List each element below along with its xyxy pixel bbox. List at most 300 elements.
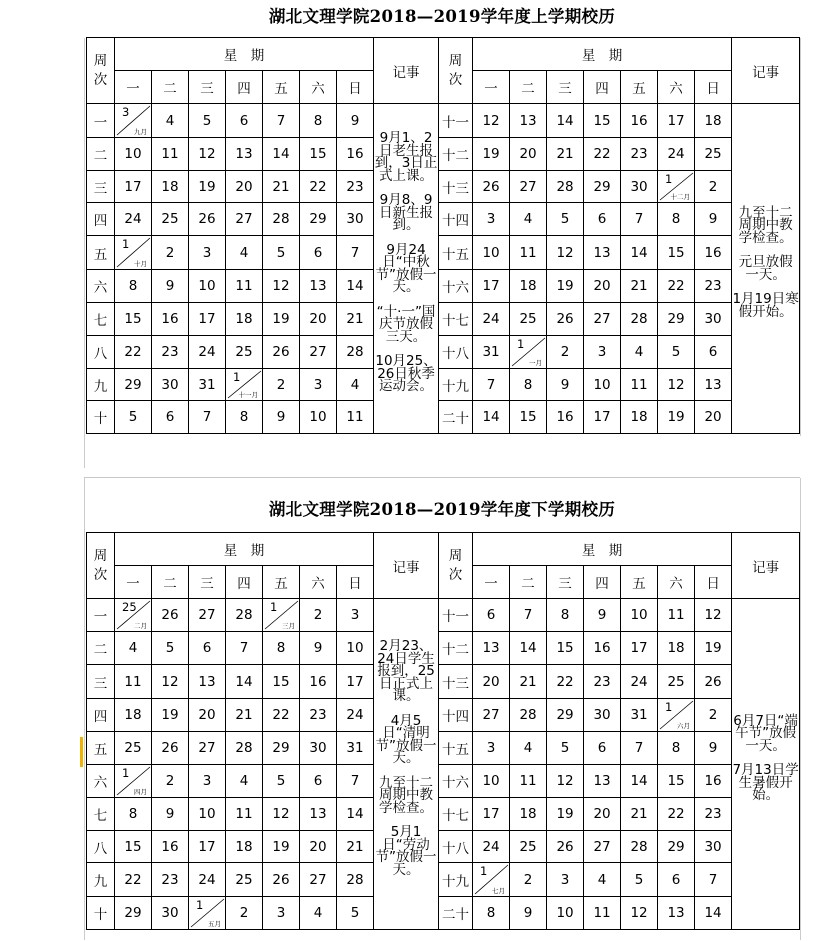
date-cell: 2 xyxy=(152,236,189,270)
date-cell: 13 xyxy=(473,632,510,665)
date-cell: 11 xyxy=(658,599,695,632)
date-cell: 11 xyxy=(226,270,263,303)
week-number: 十六 xyxy=(439,270,473,303)
note-item: 4月5日“清明节”放假一天。 xyxy=(375,712,437,766)
month-start-cell xyxy=(226,369,263,401)
date-cell: 3 xyxy=(337,599,374,632)
date-cell: 27 xyxy=(226,203,263,236)
day-header: 日 xyxy=(337,71,374,104)
date-cell: 20 xyxy=(473,665,510,699)
note-item: 7月13日学生暑假开始。 xyxy=(732,762,799,803)
month-name: 十月 xyxy=(134,260,147,268)
date-cell: 27 xyxy=(189,599,226,632)
date-cell: 5 xyxy=(658,336,695,369)
day-header: 四 xyxy=(226,71,263,104)
week-header: 周 次 xyxy=(439,38,473,104)
day-header: 五 xyxy=(263,71,300,104)
date-cell: 6 xyxy=(658,863,695,897)
week-number: 十四 xyxy=(439,203,473,236)
week-number: 十七 xyxy=(439,798,473,831)
month-start-cell xyxy=(115,104,152,138)
date-cell: 17 xyxy=(584,401,621,434)
note-item: 5月1日“劳动节”放假一天。 xyxy=(375,824,437,878)
date-cell: 15 xyxy=(115,831,152,863)
day-header: 日 xyxy=(337,566,374,599)
date-cell: 26 xyxy=(189,203,226,236)
week-row xyxy=(87,863,800,897)
date-cell: 20 xyxy=(300,831,337,863)
month-start-day: 1 xyxy=(233,370,241,384)
date-cell: 15 xyxy=(300,138,337,171)
month-start-day: 1 xyxy=(270,600,278,614)
date-cell: 31 xyxy=(473,336,510,369)
month-start-day: 25 xyxy=(122,600,137,614)
date-cell: 21 xyxy=(337,303,374,336)
date-cell: 21 xyxy=(510,665,547,699)
date-cell: 3 xyxy=(189,236,226,270)
day-header: 一 xyxy=(473,566,510,599)
date-cell: 7 xyxy=(621,732,658,765)
date-cell: 4 xyxy=(510,203,547,236)
date-cell: 5 xyxy=(337,897,374,930)
date-cell: 29 xyxy=(263,732,300,765)
note-item: 9月1、2日老生报到，3日正式上课。 xyxy=(374,130,438,184)
date-cell: 19 xyxy=(263,303,300,336)
date-cell: 29 xyxy=(658,831,695,863)
date-cell: 17 xyxy=(658,104,695,138)
date-cell: 15 xyxy=(547,632,584,665)
gridline xyxy=(84,478,85,940)
week-row xyxy=(87,699,800,732)
date-cell: 4 xyxy=(300,897,337,930)
date-cell: 12 xyxy=(473,104,510,138)
date-cell: 16 xyxy=(695,765,732,798)
weekday-header: 星 期 xyxy=(115,533,374,566)
week-number: 十九 xyxy=(439,369,473,401)
note-item: 6月7日“端午节”放假一天。 xyxy=(733,712,798,754)
day-header: 一 xyxy=(473,71,510,104)
date-cell: 10 xyxy=(300,401,337,434)
date-cell: 19 xyxy=(547,270,584,303)
date-cell: 20 xyxy=(584,798,621,831)
day-header: 五 xyxy=(621,71,658,104)
day-header: 五 xyxy=(621,566,658,599)
date-cell: 30 xyxy=(621,171,658,203)
date-cell: 28 xyxy=(510,699,547,732)
day-header: 五 xyxy=(263,566,300,599)
day-header: 四 xyxy=(584,71,621,104)
date-cell: 15 xyxy=(658,765,695,798)
date-cell: 8 xyxy=(510,369,547,401)
date-cell: 20 xyxy=(695,401,732,434)
date-cell: 14 xyxy=(621,765,658,798)
month-start xyxy=(510,336,546,368)
date-cell: 24 xyxy=(189,863,226,897)
date-cell: 23 xyxy=(621,138,658,171)
date-cell: 18 xyxy=(695,104,732,138)
date-cell: 14 xyxy=(547,104,584,138)
date-cell: 8 xyxy=(115,270,152,303)
day-header: 二 xyxy=(510,566,547,599)
date-cell: 10 xyxy=(115,138,152,171)
week-number: 十 xyxy=(87,897,115,930)
month-start xyxy=(115,236,151,269)
date-cell: 8 xyxy=(658,203,695,236)
date-cell: 15 xyxy=(658,236,695,270)
week-number: 四 xyxy=(87,203,115,236)
month-start-day: 1 xyxy=(122,766,130,780)
date-cell: 24 xyxy=(189,336,226,369)
date-cell: 22 xyxy=(115,863,152,897)
week-number: 十六 xyxy=(439,765,473,798)
date-cell: 24 xyxy=(473,831,510,863)
notes-header: 记事 xyxy=(732,533,800,599)
date-cell: 25 xyxy=(658,665,695,699)
date-cell: 30 xyxy=(337,203,374,236)
week-number: 六 xyxy=(87,270,115,303)
month-start-cell xyxy=(189,897,226,930)
date-cell: 25 xyxy=(695,138,732,171)
calendar-table xyxy=(86,37,800,434)
date-cell: 28 xyxy=(621,303,658,336)
date-cell: 5 xyxy=(152,632,189,665)
date-cell: 20 xyxy=(189,699,226,732)
date-cell: 17 xyxy=(115,171,152,203)
date-cell: 11 xyxy=(584,897,621,930)
date-cell: 23 xyxy=(337,171,374,203)
week-number: 七 xyxy=(87,303,115,336)
day-header: 三 xyxy=(189,566,226,599)
date-cell: 9 xyxy=(337,104,374,138)
week-number: 十三 xyxy=(439,665,473,699)
calendar-second-semester xyxy=(0,477,821,941)
date-cell: 29 xyxy=(584,171,621,203)
date-cell: 25 xyxy=(152,203,189,236)
week-number: 十四 xyxy=(439,699,473,732)
date-cell: 17 xyxy=(473,798,510,831)
month-name: 五月 xyxy=(208,920,221,928)
week-number: 四 xyxy=(87,699,115,732)
date-cell: 21 xyxy=(547,138,584,171)
date-cell: 23 xyxy=(584,665,621,699)
month-start-cell xyxy=(510,336,547,369)
date-cell: 21 xyxy=(337,831,374,863)
month-name: 十二月 xyxy=(670,193,691,201)
date-cell: 28 xyxy=(547,171,584,203)
date-cell: 4 xyxy=(226,236,263,270)
date-cell: 3 xyxy=(300,369,337,401)
note-item: 九至十二周期中教学检查。 xyxy=(379,774,434,816)
date-cell: 19 xyxy=(152,699,189,732)
date-cell: 8 xyxy=(115,798,152,831)
row-selection-marker xyxy=(80,737,83,767)
notes-header: 记事 xyxy=(732,38,800,104)
date-cell: 26 xyxy=(547,303,584,336)
week-number: 二 xyxy=(87,632,115,665)
gridline xyxy=(84,38,85,468)
date-cell: 8 xyxy=(473,897,510,930)
divider xyxy=(84,477,800,478)
week-number: 十七 xyxy=(439,303,473,336)
date-cell: 12 xyxy=(152,665,189,699)
date-cell: 8 xyxy=(263,632,300,665)
month-start xyxy=(115,599,151,631)
week-row xyxy=(87,831,800,863)
date-cell: 21 xyxy=(621,270,658,303)
note-item: “十·一”国庆节放假三天。 xyxy=(376,303,436,345)
day-header: 二 xyxy=(510,71,547,104)
date-cell: 9 xyxy=(584,599,621,632)
week-number: 八 xyxy=(87,831,115,863)
date-cell: 10 xyxy=(621,599,658,632)
date-cell: 20 xyxy=(226,171,263,203)
date-cell: 4 xyxy=(510,732,547,765)
date-cell: 7 xyxy=(695,863,732,897)
notes-column xyxy=(374,104,439,434)
date-cell: 2 xyxy=(510,863,547,897)
date-cell: 17 xyxy=(337,665,374,699)
month-start-day: 1 xyxy=(122,237,130,251)
day-header: 六 xyxy=(300,566,337,599)
month-start-cell xyxy=(115,236,152,270)
week-row xyxy=(87,104,800,138)
date-cell: 9 xyxy=(300,632,337,665)
month-start-cell xyxy=(115,765,152,798)
date-cell: 20 xyxy=(510,138,547,171)
date-cell: 14 xyxy=(263,138,300,171)
week-number: 一 xyxy=(87,104,115,138)
month-start-day: 1 xyxy=(480,864,488,878)
date-cell: 9 xyxy=(263,401,300,434)
month-start-day: 3 xyxy=(122,105,130,119)
date-cell: 12 xyxy=(547,765,584,798)
week-number: 十八 xyxy=(439,336,473,369)
gridline xyxy=(800,478,801,940)
header-row xyxy=(87,533,800,566)
day-header: 四 xyxy=(584,566,621,599)
calendar-title: 湖北文理学院2018—2019学年度上学期校历 xyxy=(268,7,616,26)
date-cell: 7 xyxy=(263,104,300,138)
note-item: 2月23、24日学生报到，25日正式上课。 xyxy=(377,638,435,704)
date-cell: 30 xyxy=(695,831,732,863)
date-cell: 27 xyxy=(300,863,337,897)
month-name: 四月 xyxy=(134,788,147,796)
date-cell: 27 xyxy=(300,336,337,369)
date-cell: 2 xyxy=(263,369,300,401)
date-cell: 2 xyxy=(547,336,584,369)
date-cell: 6 xyxy=(584,203,621,236)
date-cell: 18 xyxy=(510,270,547,303)
day-header: 一 xyxy=(115,71,152,104)
date-cell: 6 xyxy=(473,599,510,632)
date-cell: 4 xyxy=(584,863,621,897)
date-cell: 19 xyxy=(547,798,584,831)
date-cell: 4 xyxy=(226,765,263,798)
date-cell: 26 xyxy=(263,863,300,897)
week-number: 二 xyxy=(87,138,115,171)
date-cell: 2 xyxy=(152,765,189,798)
date-cell: 29 xyxy=(300,203,337,236)
calendar-title: 湖北文理学院2018—2019学年度下学期校历 xyxy=(268,500,616,519)
week-number: 二十 xyxy=(439,897,473,930)
date-cell: 6 xyxy=(226,104,263,138)
date-cell: 11 xyxy=(510,765,547,798)
date-cell: 25 xyxy=(226,863,263,897)
week-row xyxy=(87,236,800,270)
date-cell: 14 xyxy=(621,236,658,270)
date-cell: 2 xyxy=(695,699,732,732)
date-cell: 26 xyxy=(695,665,732,699)
date-cell: 9 xyxy=(152,270,189,303)
date-cell: 24 xyxy=(473,303,510,336)
date-cell: 5 xyxy=(263,765,300,798)
month-start-day: 1 xyxy=(665,700,673,714)
date-cell: 16 xyxy=(152,831,189,863)
date-cell: 25 xyxy=(226,336,263,369)
date-cell: 29 xyxy=(115,897,152,930)
header-row xyxy=(87,38,800,71)
week-number: 五 xyxy=(87,236,115,270)
week-row xyxy=(87,138,800,171)
week-row xyxy=(87,765,800,798)
date-cell: 26 xyxy=(152,732,189,765)
month-start-day: 1 xyxy=(196,898,204,912)
date-cell: 6 xyxy=(300,236,337,270)
month-start-cell xyxy=(115,599,152,632)
note-item: 10月25、26日秋季运动会。 xyxy=(375,353,437,395)
day-header: 三 xyxy=(547,566,584,599)
date-cell: 13 xyxy=(695,369,732,401)
week-number: 十五 xyxy=(439,236,473,270)
week-row xyxy=(87,203,800,236)
date-cell: 10 xyxy=(473,236,510,270)
week-row xyxy=(87,632,800,665)
day-header: 六 xyxy=(658,71,695,104)
date-cell: 24 xyxy=(337,699,374,732)
date-cell: 31 xyxy=(189,369,226,401)
date-cell: 19 xyxy=(473,138,510,171)
month-name: 十一月 xyxy=(238,391,258,399)
day-header: 三 xyxy=(547,71,584,104)
week-number: 十九 xyxy=(439,863,473,897)
week-row xyxy=(87,798,800,831)
date-cell: 7 xyxy=(621,203,658,236)
date-cell: 30 xyxy=(695,303,732,336)
day-header: 六 xyxy=(300,71,337,104)
date-cell: 2 xyxy=(300,599,337,632)
month-start xyxy=(189,897,225,929)
date-cell: 27 xyxy=(473,699,510,732)
date-cell: 30 xyxy=(584,699,621,732)
day-header: 日 xyxy=(695,71,732,104)
date-cell: 13 xyxy=(584,765,621,798)
date-cell: 30 xyxy=(152,897,189,930)
date-cell: 13 xyxy=(658,897,695,930)
week-row xyxy=(87,599,800,632)
week-number: 十二 xyxy=(439,138,473,171)
calendar-table xyxy=(86,532,800,930)
month-start xyxy=(658,171,694,202)
date-cell: 6 xyxy=(189,632,226,665)
date-cell: 23 xyxy=(300,699,337,732)
date-cell: 13 xyxy=(584,236,621,270)
note-item: 9月8、9日新生报到。 xyxy=(379,192,434,234)
date-cell: 4 xyxy=(621,336,658,369)
date-cell: 4 xyxy=(337,369,374,401)
month-start xyxy=(115,765,151,797)
date-cell: 7 xyxy=(189,401,226,434)
date-cell: 31 xyxy=(337,732,374,765)
date-cell: 16 xyxy=(152,303,189,336)
date-cell: 6 xyxy=(695,336,732,369)
date-cell: 11 xyxy=(337,401,374,434)
month-name: 三月 xyxy=(282,622,295,630)
date-cell: 9 xyxy=(695,203,732,236)
date-cell: 15 xyxy=(115,303,152,336)
date-cell: 18 xyxy=(152,171,189,203)
week-number: 六 xyxy=(87,765,115,798)
date-cell: 28 xyxy=(337,336,374,369)
date-cell: 18 xyxy=(115,699,152,732)
date-cell: 16 xyxy=(300,665,337,699)
note-item: 元旦放假一天。 xyxy=(738,254,793,283)
notes-header: 记事 xyxy=(374,533,439,599)
date-cell: 25 xyxy=(510,303,547,336)
date-cell: 28 xyxy=(621,831,658,863)
date-cell: 3 xyxy=(547,863,584,897)
week-row xyxy=(87,369,800,401)
date-cell: 13 xyxy=(300,270,337,303)
date-cell: 28 xyxy=(226,732,263,765)
day-header: 四 xyxy=(226,566,263,599)
date-cell: 22 xyxy=(584,138,621,171)
date-cell: 8 xyxy=(300,104,337,138)
date-cell: 27 xyxy=(510,171,547,203)
date-cell: 16 xyxy=(337,138,374,171)
date-cell: 10 xyxy=(189,270,226,303)
date-cell: 30 xyxy=(152,369,189,401)
date-cell: 12 xyxy=(547,236,584,270)
notes-column xyxy=(732,599,800,930)
date-cell: 3 xyxy=(584,336,621,369)
date-cell: 4 xyxy=(115,632,152,665)
gridline xyxy=(800,38,801,436)
month-start-day: 1 xyxy=(665,172,673,186)
date-cell: 11 xyxy=(510,236,547,270)
week-row xyxy=(87,401,800,434)
date-cell: 6 xyxy=(584,732,621,765)
week-row xyxy=(87,665,800,699)
month-start-cell xyxy=(658,171,695,203)
date-cell: 5 xyxy=(263,236,300,270)
date-cell: 4 xyxy=(152,104,189,138)
date-cell: 7 xyxy=(226,632,263,665)
day-header: 三 xyxy=(189,71,226,104)
date-cell: 29 xyxy=(115,369,152,401)
date-cell: 18 xyxy=(226,303,263,336)
month-name: 一月 xyxy=(529,359,543,367)
date-cell: 23 xyxy=(695,798,732,831)
week-number: 三 xyxy=(87,171,115,203)
weekday-header: 星 期 xyxy=(115,38,374,71)
week-row xyxy=(87,336,800,369)
date-cell: 22 xyxy=(263,699,300,732)
month-start xyxy=(473,863,509,896)
date-cell: 22 xyxy=(115,336,152,369)
date-cell: 18 xyxy=(621,401,658,434)
notes-column xyxy=(732,104,800,434)
date-cell: 7 xyxy=(337,765,374,798)
